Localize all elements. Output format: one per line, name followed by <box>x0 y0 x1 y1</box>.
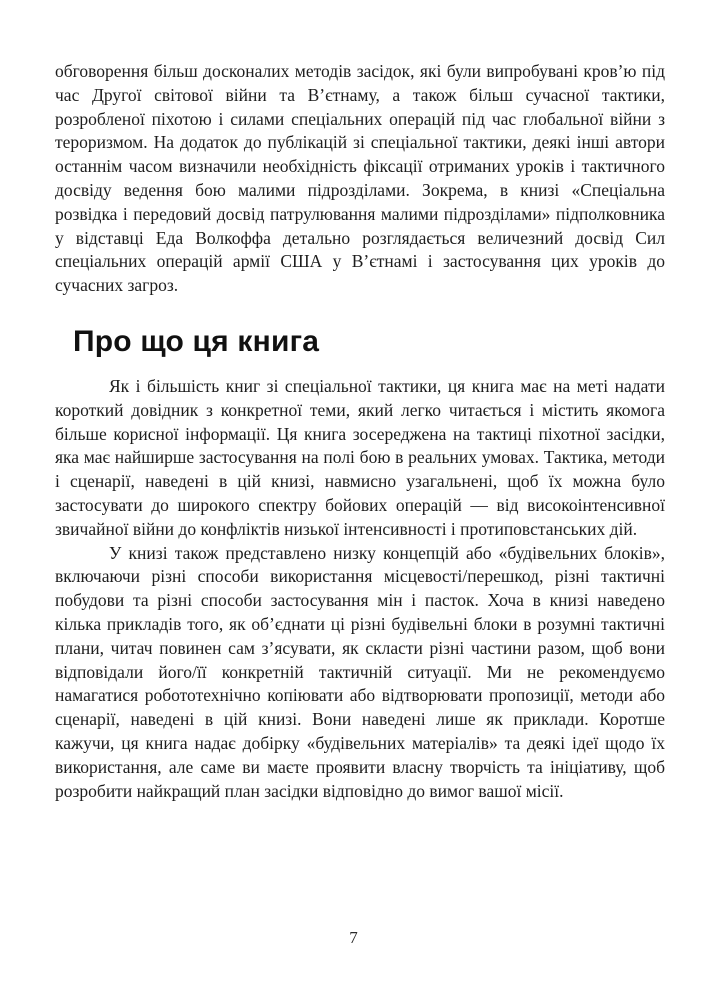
section-paragraph-1: Як і більшість книг зі спеціальної тактики, ця книга має на меті надати короткий довідник з конкретної теми, який легко читається і містить якомога більше корисної інформації. Ця книга зосереджена на тактиці піхотної засідки, яка має найширше застосування на полі бою в реальних умовах. Тактика, методи і сценарії, наведені в цій книзі, навмисно узагальнені, щоб їх можна було застосувати до широкого спектру бойових операцій — від високоінтенсивної звичайної війни до конфліктів низької інтенсивності і протиповстанських дій. <box>55 375 665 539</box>
section-heading: Про що ця книга <box>73 324 320 358</box>
text-column <box>55 60 665 803</box>
page-number: 7 <box>349 928 358 947</box>
leading-paragraph: обговорення більш досконалих методів засідок, які були випробувані кров’ю під час Другої світової війни та В’єтнаму, а також більш сучасної тактики, розробленої піхотою і силами спеціальних операцій під час глобальної війни з тероризмом. На додаток до публікацій зі спеціальної тактики, деякі інші автори останнім часом визначили необхідність фіксації отриманих уроків і тактичного досвіду ведення бою малими підрозділами. Зокрема, в книзі «Спеціальна розвідка і передовий досвід патрулювання малими підрозділами» підполковника у відставці Еда Волкоффа детально розглядається величезний досвід Сил спеціальних операцій армії США у В’єтнамі і застосування цих уроків до сучасних загроз. <box>55 61 665 296</box>
section-paragraph-2: У книзі також представлено низку концепцій або «будівельних блоків», включаючи різні способи використання місцевості/перешкод, різні тактичні побудови та різні способи застосування мін і пасток. Хоча в книзі наведено кілька прикладів того, як об’єднати ці різні будівельні блоки в розумні тактичні плани, читач повинен сам з’ясувати, як скласти різні частини разом, щоб вони відповідали його/її конкретній тактичній ситуації. Ми не рекомендуємо намагатися робототехнічно копіювати або відтворювати пропозиції, методи або сценарії, наведені в цій книзі. Вони наведені лише як приклади. Коротше кажучи, ця книга надає добірку «будівельних матеріалів» та деякі ідеї щодо їх використання, але саме ви маєте проявити власну творчість та ініціативу, щоб розробити найкращий план засідки відповідно до вимог вашої місії. <box>55 542 665 801</box>
